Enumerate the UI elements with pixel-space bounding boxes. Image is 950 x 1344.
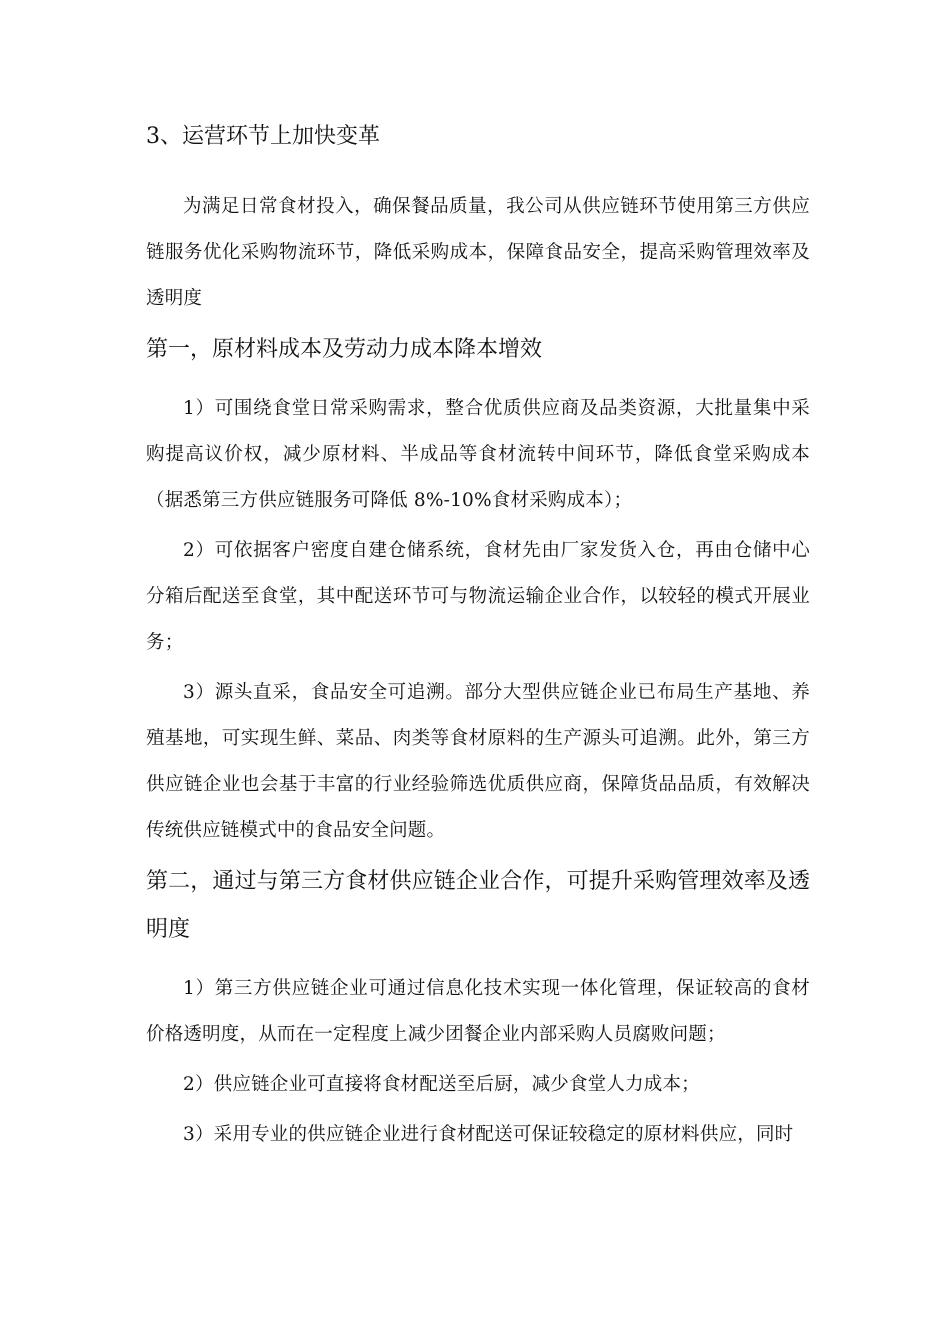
section-heading: 3、运营环节上加快变革 bbox=[146, 124, 380, 149]
part2-item-1: 1）第三方供应链企业可通过信息化技术实现一体化管理，保证较高的食材价格透明度，从而在一定程度上减少团餐企业内部采购人员腐败问题； bbox=[146, 978, 810, 1045]
document-body bbox=[146, 112, 810, 1160]
intro-paragraph: 为满足日常食材投入，确保餐品质量，我公司从供应链环节使用第三方供应链服务优化采购物流环节，降低采购成本，保障食品安全，提高采购管理效率及透明度 bbox=[146, 196, 810, 309]
part1-item-1: 1）可围绕食堂日常采购需求，整合优质供应商及品类资源，大批量集中采购提高议价权，减少原材料、半成品等食材流转中间环节，降低食堂采购成本（据悉第三方供应链服务可降低 8%-10%食材采购成本）； bbox=[146, 398, 810, 511]
part2-item-3: 3）采用专业的供应链企业进行食材配送可保证较稳定的原材料供应，同时 bbox=[183, 1124, 794, 1145]
part2-item-2: 2）供应链企业可直接将食材配送至后厨，减少食堂人力成本； bbox=[183, 1074, 700, 1095]
part2-heading: 第二，通过与第三方食材供应链企业合作，可提升采购管理效率及透明度 bbox=[146, 869, 810, 942]
part1-item-2: 2）可依据客户密度自建仓储系统，食材先由厂家发货入仓，再由仓储中心分箱后配送至食堂，其中配送环节可与物流运输企业合作，以较轻的模式开展业务； bbox=[146, 540, 810, 653]
part1-item-3: 3）源头直采，食品安全可追溯。部分大型供应链企业已布局生产基地、养殖基地，可实现生鲜、菜品、肉类等食材原料的生产源头可追溯。此外，第三方供应链企业也会基于丰富的行业经验筛选优质供应商，保障货品品质，有效解决传统供应链模式中的食品安全问题。 bbox=[146, 682, 810, 841]
part1-heading: 第一，原材料成本及劳动力成本降本增效 bbox=[146, 337, 543, 362]
